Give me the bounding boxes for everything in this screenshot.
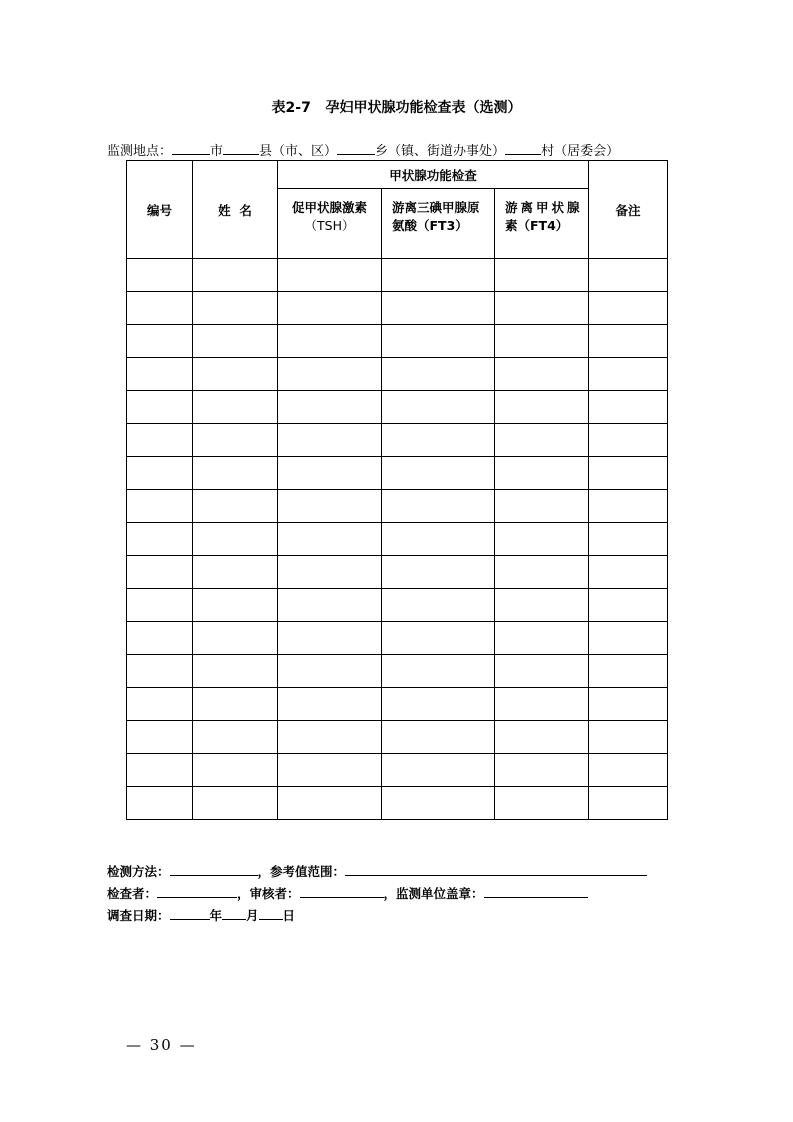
header-number: 编号	[127, 161, 193, 259]
table-cell[interactable]	[495, 556, 589, 589]
table-cell[interactable]	[589, 622, 668, 655]
table-cell[interactable]	[193, 259, 278, 292]
table-cell[interactable]	[382, 523, 495, 556]
table-cell[interactable]	[495, 688, 589, 721]
table-cell[interactable]	[278, 556, 382, 589]
table-cell[interactable]	[278, 259, 382, 292]
reference-blank[interactable]	[345, 863, 647, 876]
table-cell[interactable]	[127, 391, 193, 424]
table-cell[interactable]	[589, 721, 668, 754]
table-cell[interactable]	[278, 787, 382, 820]
table-cell[interactable]	[495, 259, 589, 292]
year-blank[interactable]	[170, 907, 210, 920]
table-cell[interactable]	[278, 424, 382, 457]
table-row	[127, 457, 668, 490]
table-cell[interactable]	[495, 292, 589, 325]
table-cell[interactable]	[495, 589, 589, 622]
table-cell[interactable]	[589, 688, 668, 721]
table-cell[interactable]	[127, 787, 193, 820]
table-row	[127, 523, 668, 556]
table-cell[interactable]	[127, 325, 193, 358]
table-cell[interactable]	[193, 358, 278, 391]
table-cell[interactable]	[382, 358, 495, 391]
header-ft3-line1: 游离三碘甲腺原	[392, 200, 480, 215]
table-cell[interactable]	[127, 292, 193, 325]
table-cell[interactable]	[382, 556, 495, 589]
table-cell[interactable]	[127, 424, 193, 457]
township-label: 乡（镇、街道办事处）	[375, 144, 506, 159]
table-cell[interactable]	[127, 259, 193, 292]
table-cell[interactable]	[382, 622, 495, 655]
table-cell[interactable]	[193, 457, 278, 490]
header-thyroid-group: 甲状腺功能检查	[278, 161, 589, 189]
table-cell[interactable]	[382, 325, 495, 358]
table-cell[interactable]	[495, 391, 589, 424]
table-cell[interactable]	[127, 589, 193, 622]
table-cell[interactable]	[193, 787, 278, 820]
table-cell[interactable]	[127, 358, 193, 391]
table-row	[127, 688, 668, 721]
table-cell[interactable]	[278, 754, 382, 787]
table-cell[interactable]	[495, 787, 589, 820]
table-cell[interactable]	[382, 490, 495, 523]
table-row	[127, 655, 668, 688]
table-cell[interactable]	[382, 424, 495, 457]
header-ft3	[382, 189, 495, 259]
header-remarks: 备注	[589, 161, 668, 259]
location-label: 监测地点：	[107, 144, 173, 159]
reference-label: ，参考值范围：	[257, 864, 346, 879]
table-cell[interactable]	[589, 259, 668, 292]
table-cell[interactable]	[193, 622, 278, 655]
table-cell[interactable]	[127, 655, 193, 688]
table-cell[interactable]	[382, 457, 495, 490]
table-cell[interactable]	[127, 754, 193, 787]
table-cell[interactable]	[589, 490, 668, 523]
table-cell[interactable]	[193, 391, 278, 424]
header-tsh-line2: （TSH）	[304, 218, 355, 233]
table-cell[interactable]	[495, 325, 589, 358]
village-label: 村（居委会）	[541, 144, 620, 159]
table-cell[interactable]	[382, 589, 495, 622]
table-cell[interactable]	[193, 523, 278, 556]
table-title: 表2-7 孕妇甲状腺功能检查表（选测）	[271, 100, 522, 116]
table-cell[interactable]	[382, 292, 495, 325]
table-row	[127, 391, 668, 424]
table-cell[interactable]	[495, 523, 589, 556]
page-number: — 30 —	[126, 1036, 197, 1054]
seal-label: ，监测单位盖章：	[383, 886, 484, 901]
table-cell[interactable]	[589, 556, 668, 589]
table-cell[interactable]	[495, 655, 589, 688]
table-cell[interactable]	[382, 391, 495, 424]
header-ft3-line2: 氨酸（FT3）	[392, 218, 468, 233]
month-blank[interactable]	[222, 907, 246, 920]
reviewer-blank[interactable]	[300, 885, 384, 898]
thyroid-exam-table	[126, 160, 668, 820]
table-cell[interactable]	[382, 688, 495, 721]
table-cell[interactable]	[495, 358, 589, 391]
table-cell[interactable]	[193, 556, 278, 589]
month-label: 月	[246, 908, 259, 923]
table-cell[interactable]	[127, 721, 193, 754]
table-cell[interactable]	[589, 589, 668, 622]
table-row	[127, 325, 668, 358]
table-cell[interactable]	[589, 391, 668, 424]
footer-signature-line	[107, 884, 588, 902]
footer-date-line	[107, 906, 295, 924]
table-cell[interactable]	[278, 391, 382, 424]
table-cell[interactable]	[382, 787, 495, 820]
table-cell[interactable]	[278, 622, 382, 655]
method-blank[interactable]	[170, 863, 258, 876]
table-cell[interactable]	[382, 754, 495, 787]
examiner-label: 检查者：	[107, 886, 158, 901]
table-cell[interactable]	[495, 721, 589, 754]
table-cell[interactable]	[589, 787, 668, 820]
table-cell[interactable]	[589, 292, 668, 325]
city-label: 市	[210, 144, 224, 159]
table-cell[interactable]	[495, 490, 589, 523]
header-ft4-line2: 素（FT4）	[505, 218, 569, 233]
table-cell[interactable]	[127, 457, 193, 490]
table-cell[interactable]	[495, 622, 589, 655]
table-cell[interactable]	[589, 358, 668, 391]
table-row	[127, 589, 668, 622]
table-cell[interactable]	[495, 457, 589, 490]
table-cell[interactable]	[495, 754, 589, 787]
table-cell[interactable]	[278, 358, 382, 391]
table-row	[127, 556, 668, 589]
header-tsh	[278, 189, 382, 259]
table-cell[interactable]	[382, 721, 495, 754]
table-row	[127, 787, 668, 820]
table-cell[interactable]	[193, 325, 278, 358]
table-cell[interactable]	[278, 721, 382, 754]
table-cell[interactable]	[193, 688, 278, 721]
header-tsh-line1: 促甲状腺激素	[291, 200, 367, 215]
table-cell[interactable]	[127, 490, 193, 523]
table-cell[interactable]	[193, 589, 278, 622]
header-name: 姓 名	[193, 161, 278, 259]
table-cell[interactable]	[193, 721, 278, 754]
header-ft4-line1: 游离甲状腺	[505, 200, 583, 215]
table-cell[interactable]	[589, 754, 668, 787]
table-cell[interactable]	[193, 754, 278, 787]
table-cell[interactable]	[278, 688, 382, 721]
table-cell[interactable]	[278, 589, 382, 622]
day-blank[interactable]	[259, 907, 283, 920]
table-cell[interactable]	[127, 622, 193, 655]
table-row	[127, 358, 668, 391]
header-ft4	[495, 189, 589, 259]
examiner-blank[interactable]	[157, 885, 237, 898]
table-cell[interactable]	[278, 457, 382, 490]
table-row	[127, 424, 668, 457]
table-cell[interactable]	[278, 523, 382, 556]
table-cell[interactable]	[589, 523, 668, 556]
table-row	[127, 754, 668, 787]
table-cell[interactable]	[278, 325, 382, 358]
table-cell[interactable]	[278, 292, 382, 325]
village-blank[interactable]	[505, 142, 541, 155]
seal-blank[interactable]	[484, 885, 588, 898]
year-label: 年	[209, 908, 223, 923]
county-blank[interactable]	[223, 142, 259, 155]
table-row	[127, 292, 668, 325]
table-cell[interactable]	[278, 490, 382, 523]
date-label: 调查日期：	[107, 908, 170, 923]
location-line	[107, 140, 619, 159]
table-row	[127, 490, 668, 523]
table-cell[interactable]	[382, 259, 495, 292]
table-cell[interactable]	[589, 457, 668, 490]
table-cell[interactable]	[495, 424, 589, 457]
table-cell[interactable]	[589, 655, 668, 688]
table-cell[interactable]	[127, 523, 193, 556]
table-cell[interactable]	[382, 655, 495, 688]
township-blank[interactable]	[337, 142, 375, 155]
reviewer-label: ，审核者：	[237, 886, 300, 901]
table-cell[interactable]	[589, 424, 668, 457]
method-label: 检测方法：	[107, 864, 170, 879]
city-blank[interactable]	[172, 142, 210, 155]
table-cell[interactable]	[193, 490, 278, 523]
table-cell[interactable]	[127, 688, 193, 721]
table-cell[interactable]	[278, 655, 382, 688]
table-cell[interactable]	[127, 556, 193, 589]
footer-method-line	[107, 862, 647, 880]
table-row	[127, 622, 668, 655]
table-cell[interactable]	[589, 325, 668, 358]
table-cell[interactable]	[193, 292, 278, 325]
table-cell[interactable]	[193, 655, 278, 688]
table-cell[interactable]	[193, 424, 278, 457]
day-label: 日	[282, 908, 296, 923]
table-row	[127, 259, 668, 292]
table-row	[127, 721, 668, 754]
county-label: 县（市、区）	[259, 144, 338, 159]
